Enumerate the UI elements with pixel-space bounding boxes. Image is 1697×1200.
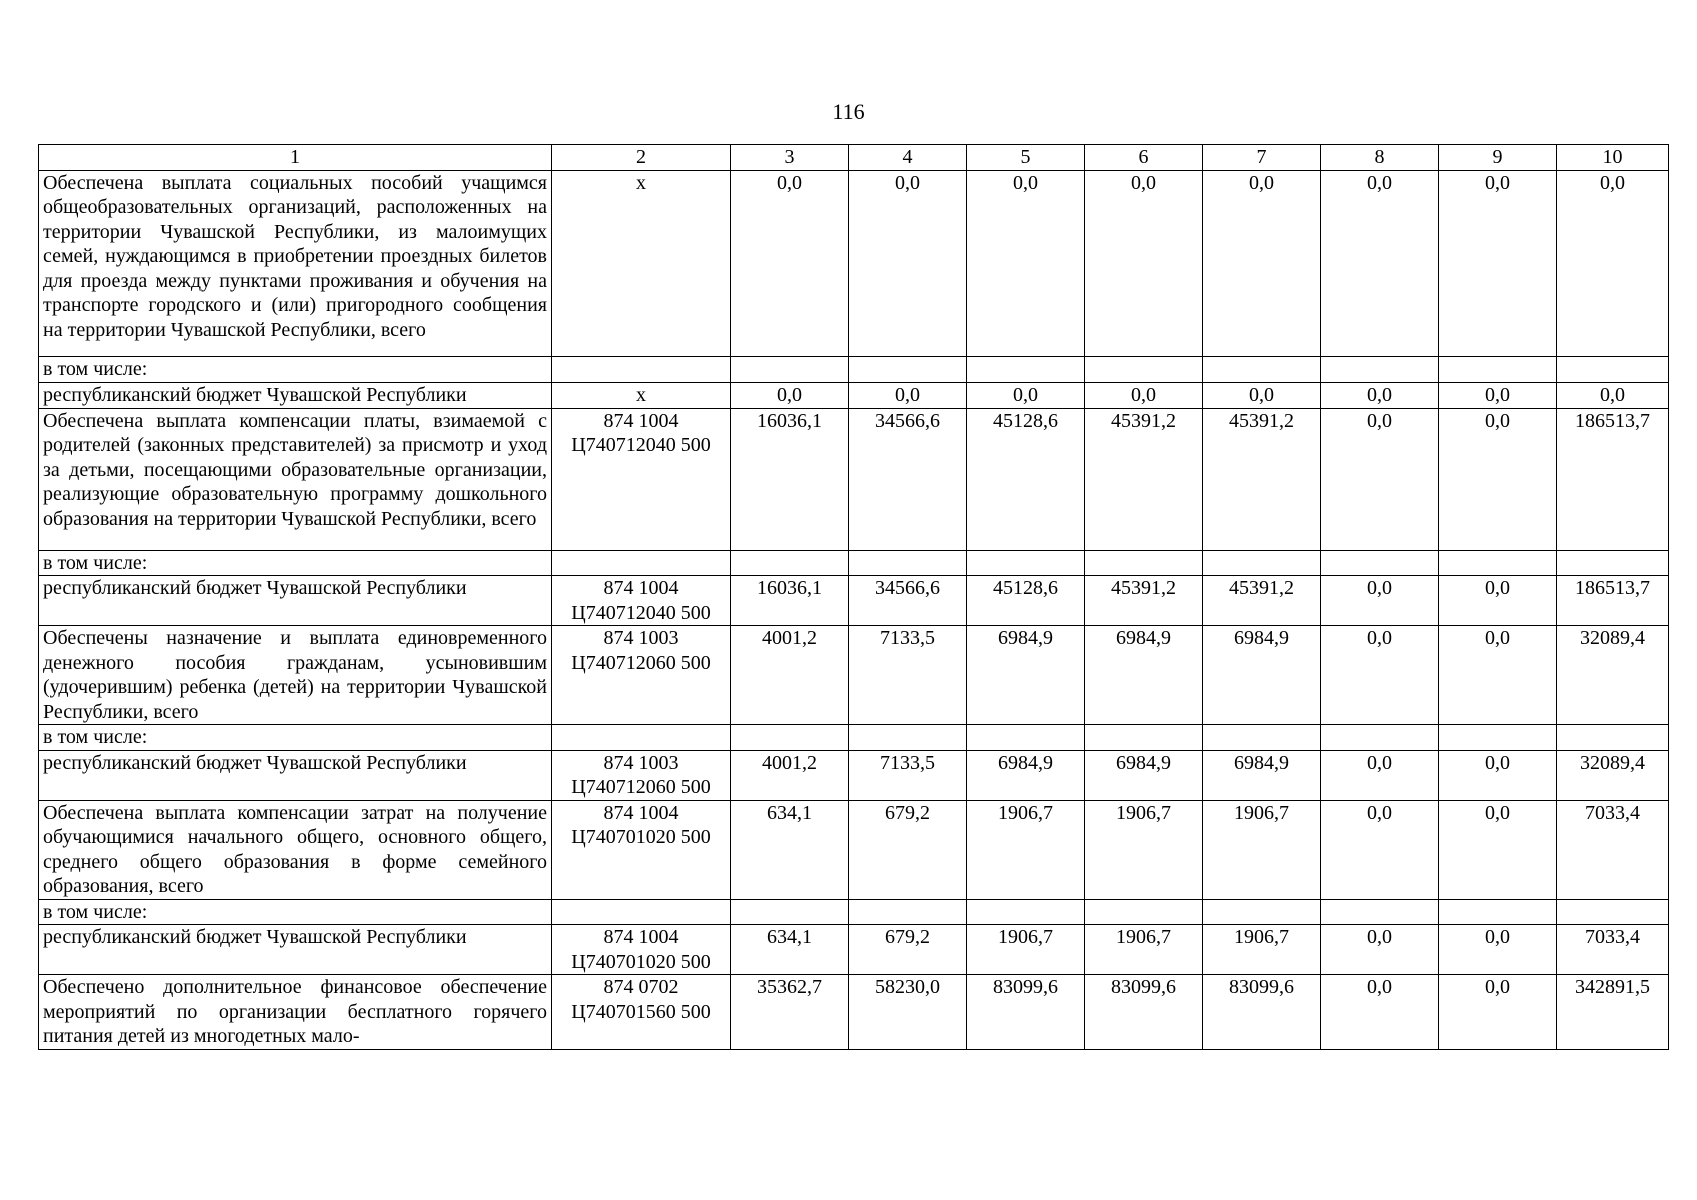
value-cell: 6984,9	[1203, 750, 1321, 800]
value-cell: 0,0	[1321, 750, 1439, 800]
row-description: Обеспечена выплата компенсации платы, взимаемой с родителей (законных представителей) за присмотр и уход за детьми, посещающими образовательные организации, реализующие образовательную программу дошкольного образования на территории Чувашской Республики, всего	[39, 408, 552, 550]
row-description: республиканский бюджет Чувашской Республики	[39, 382, 552, 408]
row-description: Обеспечена выплата социальных пособий учащимся общеобразовательных организаций, расположенных на территории Чувашской Республики, из малоимущих семей, нуждающимся в приобретении проездных билетов для проезда между пунктами проживания и обучения на транспорте городского и (или) пригородного сообщения на территории Чувашской Республики, всего	[39, 170, 552, 356]
value-cell: 45391,2	[1085, 576, 1203, 626]
value-cell: 1906,7	[967, 925, 1085, 975]
table-body	[39, 145, 1669, 1050]
empty-cell	[1557, 356, 1669, 382]
value-cell: 0,0	[731, 170, 849, 356]
value-cell: 0,0	[1321, 408, 1439, 550]
value-cell: 0,0	[967, 170, 1085, 356]
column-header: 2	[552, 145, 731, 171]
empty-cell	[1557, 899, 1669, 925]
value-cell: 45128,6	[967, 408, 1085, 550]
empty-cell	[1321, 725, 1439, 751]
budget-code-line1: x	[636, 383, 646, 406]
value-cell: 679,2	[849, 925, 967, 975]
value-cell: 0,0	[849, 170, 967, 356]
empty-cell	[1203, 550, 1321, 576]
value-cell: 0,0	[1439, 170, 1557, 356]
budget-code-cell	[552, 382, 731, 408]
value-cell: 0,0	[1439, 626, 1557, 725]
empty-cell	[552, 725, 731, 751]
empty-cell	[1085, 356, 1203, 382]
budget-table	[38, 144, 1669, 1050]
budget-code-cell	[552, 800, 731, 899]
budget-code-cell	[552, 925, 731, 975]
row-description: республиканский бюджет Чувашской Республики	[39, 925, 552, 975]
value-cell: 45128,6	[967, 576, 1085, 626]
value-cell: 35362,7	[731, 975, 849, 1050]
budget-code-cell	[552, 408, 731, 550]
value-cell: 0,0	[1321, 925, 1439, 975]
subheader-label: в том числе:	[39, 550, 552, 576]
value-cell: 1906,7	[1203, 925, 1321, 975]
subheader-row	[39, 356, 1669, 382]
column-header: 3	[731, 145, 849, 171]
budget-code-line1: 874 1004	[603, 926, 679, 948]
value-cell: 32089,4	[1557, 750, 1669, 800]
empty-cell	[849, 356, 967, 382]
empty-cell	[1439, 899, 1557, 925]
value-cell: 0,0	[1085, 170, 1203, 356]
value-cell: 0,0	[1321, 576, 1439, 626]
value-cell: 16036,1	[731, 576, 849, 626]
value-cell: 16036,1	[731, 408, 849, 550]
value-cell: 6984,9	[967, 626, 1085, 725]
table-row	[39, 408, 1669, 550]
value-cell: 45391,2	[1203, 576, 1321, 626]
empty-cell	[1439, 356, 1557, 382]
budget-code-cell	[552, 750, 731, 800]
value-cell: 0,0	[1203, 170, 1321, 356]
value-cell: 83099,6	[1085, 975, 1203, 1050]
empty-cell	[849, 899, 967, 925]
value-cell: 0,0	[1439, 975, 1557, 1050]
budget-code-line1: 874 0702	[603, 976, 679, 998]
empty-cell	[731, 550, 849, 576]
value-cell: 6984,9	[967, 750, 1085, 800]
value-cell: 1906,7	[1085, 800, 1203, 899]
column-number-row	[39, 145, 1669, 171]
budget-code-line2: Ц740701020 500	[571, 826, 711, 848]
budget-code-line1: 874 1003	[603, 751, 679, 774]
value-cell: 0,0	[1557, 170, 1669, 356]
empty-cell	[967, 550, 1085, 576]
value-cell: 0,0	[1439, 925, 1557, 975]
value-cell: 32089,4	[1557, 626, 1669, 725]
value-cell: 0,0	[1321, 975, 1439, 1050]
column-header: 10	[1557, 145, 1669, 171]
value-cell: 0,0	[1557, 382, 1669, 408]
value-cell: 0,0	[1085, 382, 1203, 408]
value-cell: 45391,2	[1203, 408, 1321, 550]
subheader-row	[39, 550, 1669, 576]
value-cell: 83099,6	[967, 975, 1085, 1050]
empty-cell	[552, 899, 731, 925]
empty-cell	[731, 725, 849, 751]
value-cell: 4001,2	[731, 626, 849, 725]
row-description: Обеспечены назначение и выплата единовременного денежного пособия гражданам, усыновившим (удочерившим) ребенка (детей) на территории Чувашской Республики, всего	[39, 626, 552, 725]
table-row	[39, 975, 1669, 1050]
empty-cell	[967, 899, 1085, 925]
row-description: республиканский бюджет Чувашской Республики	[39, 576, 552, 626]
empty-cell	[1203, 725, 1321, 751]
value-cell: 0,0	[967, 382, 1085, 408]
value-cell: 0,0	[1321, 626, 1439, 725]
table-row	[39, 576, 1669, 626]
empty-cell	[1321, 899, 1439, 925]
row-description: Обеспечена выплата компенсации затрат на получение обучающимися начального общего, основного общего, среднего общего образования в форме семейного образования, всего	[39, 800, 552, 899]
value-cell: 34566,6	[849, 576, 967, 626]
empty-cell	[1439, 550, 1557, 576]
subheader-label: в том числе:	[39, 899, 552, 925]
empty-cell	[731, 899, 849, 925]
budget-code-cell	[552, 626, 731, 725]
value-cell: 0,0	[1321, 382, 1439, 408]
empty-cell	[967, 725, 1085, 751]
empty-cell	[849, 550, 967, 576]
row-description: Обеспечено дополнительное финансовое обеспечение мероприятий по организации бесплатного горячего питания детей из многодетных мало-	[39, 975, 552, 1050]
table-row	[39, 800, 1669, 899]
budget-code-line2: Ц740701020 500	[571, 950, 711, 973]
value-cell: 0,0	[1439, 800, 1557, 899]
empty-cell	[1085, 550, 1203, 576]
value-cell: 0,0	[1439, 382, 1557, 408]
value-cell: 0,0	[1439, 576, 1557, 626]
column-header: 7	[1203, 145, 1321, 171]
budget-code-line2: Ц740712040 500	[571, 434, 711, 456]
value-cell: 186513,7	[1557, 408, 1669, 550]
value-cell: 0,0	[1203, 382, 1321, 408]
column-header: 8	[1321, 145, 1439, 171]
value-cell: 0,0	[1439, 750, 1557, 800]
value-cell: 0,0	[731, 382, 849, 408]
column-header: 6	[1085, 145, 1203, 171]
value-cell: 7033,4	[1557, 800, 1669, 899]
budget-code-cell	[552, 576, 731, 626]
value-cell: 634,1	[731, 800, 849, 899]
empty-cell	[1085, 725, 1203, 751]
budget-code-cell	[552, 975, 731, 1050]
value-cell: 34566,6	[849, 408, 967, 550]
subheader-label: в том числе:	[39, 725, 552, 751]
empty-cell	[1321, 356, 1439, 382]
budget-code-cell	[552, 170, 731, 356]
table-row	[39, 626, 1669, 725]
page-number: 116	[832, 99, 865, 124]
value-cell: 58230,0	[849, 975, 967, 1050]
table-row	[39, 170, 1669, 356]
value-cell: 6984,9	[1085, 626, 1203, 725]
empty-cell	[1557, 550, 1669, 576]
value-cell: 1906,7	[967, 800, 1085, 899]
value-cell: 679,2	[849, 800, 967, 899]
budget-code-line1: 874 1003	[603, 627, 679, 649]
value-cell: 83099,6	[1203, 975, 1321, 1050]
budget-code-line1: x	[636, 171, 646, 194]
empty-cell	[1321, 550, 1439, 576]
value-cell: 1906,7	[1203, 800, 1321, 899]
empty-cell	[967, 356, 1085, 382]
value-cell: 0,0	[1321, 800, 1439, 899]
budget-code-line1: 874 1004	[603, 801, 679, 824]
value-cell: 0,0	[1321, 170, 1439, 356]
budget-code-line1: 874 1004	[603, 409, 679, 432]
value-cell: 7133,5	[849, 626, 967, 725]
value-cell: 6984,9	[1085, 750, 1203, 800]
empty-cell	[552, 356, 731, 382]
budget-code-line1: 874 1004	[603, 577, 679, 599]
column-header: 5	[967, 145, 1085, 171]
table-row	[39, 750, 1669, 800]
empty-cell	[849, 725, 967, 751]
empty-cell	[1203, 356, 1321, 382]
subheader-label: в том числе:	[39, 356, 552, 382]
budget-code-line2: Ц740712040 500	[571, 601, 711, 624]
column-header: 1	[39, 145, 552, 171]
empty-cell	[1439, 725, 1557, 751]
value-cell: 1906,7	[1085, 925, 1203, 975]
value-cell: 342891,5	[1557, 975, 1669, 1050]
empty-cell	[1203, 899, 1321, 925]
value-cell: 0,0	[849, 382, 967, 408]
budget-code-line2: Ц740712060 500	[571, 776, 711, 798]
table-row	[39, 382, 1669, 408]
value-cell: 186513,7	[1557, 576, 1669, 626]
budget-code-line2: Ц740712060 500	[571, 651, 711, 674]
value-cell: 4001,2	[731, 750, 849, 800]
value-cell: 7133,5	[849, 750, 967, 800]
budget-code-line2: Ц740701560 500	[571, 1000, 711, 1023]
empty-cell	[731, 356, 849, 382]
empty-cell	[552, 550, 731, 576]
empty-cell	[1557, 725, 1669, 751]
row-description: республиканский бюджет Чувашской Республики	[39, 750, 552, 800]
value-cell: 0,0	[1439, 408, 1557, 550]
value-cell: 6984,9	[1203, 626, 1321, 725]
column-header: 9	[1439, 145, 1557, 171]
value-cell: 634,1	[731, 925, 849, 975]
subheader-row	[39, 899, 1669, 925]
table-row	[39, 925, 1669, 975]
column-header: 4	[849, 145, 967, 171]
subheader-row	[39, 725, 1669, 751]
value-cell: 45391,2	[1085, 408, 1203, 550]
value-cell: 7033,4	[1557, 925, 1669, 975]
empty-cell	[1085, 899, 1203, 925]
